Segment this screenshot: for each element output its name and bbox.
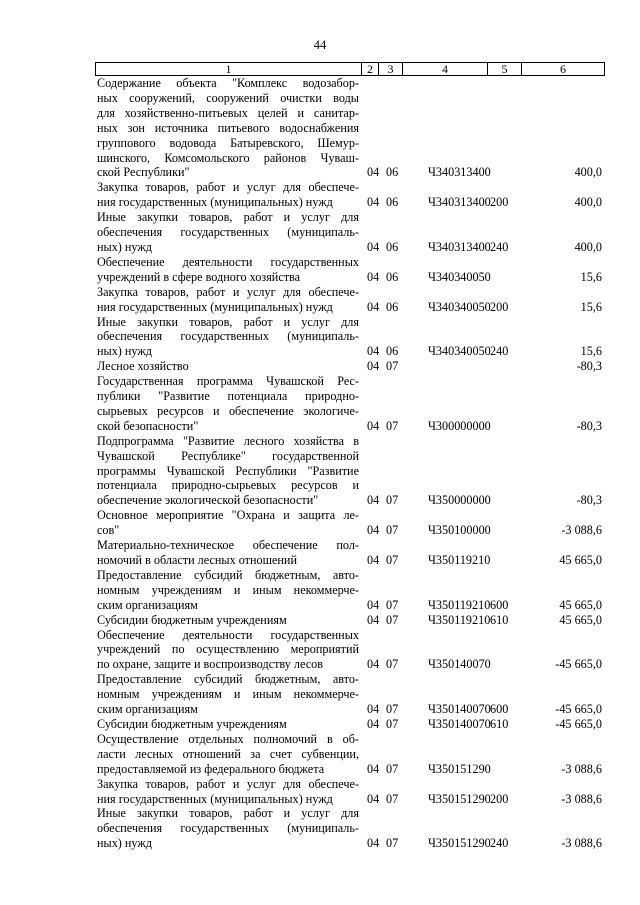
row-section: 04 xyxy=(367,702,380,717)
row-name-line: программы Чувашской Республики "Развитие xyxy=(97,463,359,478)
row-amount: 15,6 xyxy=(580,299,602,314)
row-name xyxy=(95,315,361,360)
row-section: 04 xyxy=(367,359,380,374)
row-name xyxy=(95,732,361,777)
row-target-article: Ч350119210 xyxy=(428,553,491,567)
row-target-article: Ч340340050 xyxy=(428,344,491,359)
row-name-line: номочий в области лесных отношений xyxy=(97,553,297,567)
row-name-line: предоставляемой из федерального бюджета xyxy=(97,761,325,776)
row-subsection: 07 xyxy=(386,493,399,508)
row-name-line: номным учреждениям и иным некоммерче- xyxy=(97,687,359,702)
row-name-line: ния государственных (муниципальных) нужд xyxy=(97,791,333,806)
row-target-article: Ч350100000 xyxy=(428,523,491,538)
row-name-line: публики "Развитие потенциала природно- xyxy=(97,389,359,404)
row-name-line: потенциала природно-сырьевых ресурсов и xyxy=(97,478,359,493)
row-name-line: ных) нужд xyxy=(97,344,152,359)
row-name-line: ской Республики" xyxy=(97,165,190,180)
row-name xyxy=(95,374,361,434)
row-expense-type: 240 xyxy=(490,836,509,851)
row-name-line: ским организациям xyxy=(97,702,198,717)
row-amount: -3 088,6 xyxy=(561,791,602,806)
row-subsection: 07 xyxy=(386,657,399,672)
row-target-article: Ч350151290 xyxy=(428,836,491,851)
row-name-line: ским организациям xyxy=(97,597,198,612)
row-subsection: 06 xyxy=(386,195,399,210)
row-target-article: Ч350140070 xyxy=(428,702,491,717)
row-name-line: Закупка товаров, работ и услуг для обеспече- xyxy=(97,180,359,195)
row-subsection: 07 xyxy=(386,836,399,851)
row-section: 04 xyxy=(367,195,380,210)
row-section: 04 xyxy=(367,553,380,567)
row-name xyxy=(95,508,361,538)
row-subsection: 07 xyxy=(386,702,399,717)
row-amount: 45 665,0 xyxy=(559,597,602,612)
row-section: 04 xyxy=(367,791,380,806)
table-row xyxy=(95,255,605,285)
row-name-line: по охране, защите и воспроизводству лесов xyxy=(97,657,323,672)
row-target-article: Ч300000000 xyxy=(428,418,491,433)
row-amount: -3 088,6 xyxy=(561,523,602,538)
row-name-line: Основное мероприятие "Охрана и защита ле- xyxy=(97,508,359,523)
row-name-line: учреждений в сфере водного хозяйства xyxy=(97,269,301,284)
row-name-line: Подпрограмма "Развитие лесного хозяйства в xyxy=(97,433,359,448)
table-row xyxy=(95,777,605,807)
row-name-line: шинского, Комсомольского районов Чуваш- xyxy=(97,150,359,165)
table-row xyxy=(95,672,605,717)
row-amount: -45 665,0 xyxy=(555,716,602,731)
row-name-line: Обеспечение деятельности государственных xyxy=(97,254,359,269)
table-row xyxy=(95,538,605,568)
header-col-5: 5 xyxy=(487,62,521,76)
row-name xyxy=(95,568,361,613)
row-section: 04 xyxy=(367,716,380,731)
row-subsection: 07 xyxy=(386,418,399,433)
row-name xyxy=(95,76,361,180)
row-name-line: Предоставление субсидий бюджетным, авто- xyxy=(97,672,359,687)
row-amount: -3 088,6 xyxy=(561,761,602,776)
row-amount: -80,3 xyxy=(576,418,602,433)
row-target-article: Ч350140070 xyxy=(428,657,491,672)
row-section: 04 xyxy=(367,657,380,672)
row-section: 04 xyxy=(367,269,380,284)
row-section: 04 xyxy=(367,493,380,508)
row-subsection: 07 xyxy=(386,791,399,806)
row-name xyxy=(95,628,361,673)
row-subsection: 06 xyxy=(386,165,399,180)
page-number: 44 xyxy=(313,38,327,52)
row-name xyxy=(95,717,361,732)
row-name xyxy=(95,434,361,509)
table-row xyxy=(95,210,605,255)
row-name-line: Иные закупки товаров, работ и услуг для xyxy=(97,806,359,821)
row-name xyxy=(95,359,361,374)
row-name-line: Чувашской Республике" государственной xyxy=(97,448,359,463)
row-target-article: Ч350151290 xyxy=(428,791,491,806)
header-col-3: 3 xyxy=(378,62,402,76)
row-name-line: ных) нужд xyxy=(97,239,152,254)
row-section: 04 xyxy=(367,761,380,776)
row-section: 04 xyxy=(367,836,380,851)
row-amount: 45 665,0 xyxy=(559,553,602,567)
row-section: 04 xyxy=(367,239,380,254)
table-row xyxy=(95,315,605,360)
row-name-line: сов" xyxy=(97,523,120,538)
row-target-article: Ч340340050 xyxy=(428,299,491,314)
row-subsection: 06 xyxy=(386,344,399,359)
row-subsection: 06 xyxy=(386,269,399,284)
row-name-line: Предоставление субсидий бюджетным, авто- xyxy=(97,567,359,582)
row-name-line: Государственная программа Чувашской Рес- xyxy=(97,374,359,389)
row-expense-type: 600 xyxy=(490,597,509,612)
row-name-line: ния государственных (муниципальных) нужд xyxy=(97,299,333,314)
row-amount: 15,6 xyxy=(580,269,602,284)
table-row xyxy=(95,717,605,732)
row-name-line: сырьевых ресурсов и обеспечение экологиче- xyxy=(97,403,359,418)
row-name-line: ных зон источника питьевого водоснабжения xyxy=(97,120,359,135)
header-col-6: 6 xyxy=(521,62,605,76)
row-subsection: 07 xyxy=(386,523,399,538)
row-target-article: Ч350151290 xyxy=(428,761,491,776)
row-name-line: Содержание объекта "Комплекс водозабор- xyxy=(97,76,359,90)
row-amount: 15,6 xyxy=(580,344,602,359)
row-amount: 400,0 xyxy=(574,165,602,180)
table-row xyxy=(95,434,605,509)
row-expense-type: 600 xyxy=(490,702,509,717)
table-row xyxy=(95,613,605,628)
row-name xyxy=(95,210,361,255)
row-name xyxy=(95,672,361,717)
header-col-2: 2 xyxy=(361,62,378,76)
row-name-line: обеспечения государственных (муниципаль- xyxy=(97,821,359,836)
row-target-article: Ч350000000 xyxy=(428,493,491,508)
row-section: 04 xyxy=(367,344,380,359)
row-target-article: Ч340313400 xyxy=(428,165,491,180)
row-name xyxy=(95,180,361,210)
row-name-line: ных сооружений, сооружений очистки воды xyxy=(97,90,359,105)
row-expense-type: 610 xyxy=(490,716,509,731)
row-expense-type: 240 xyxy=(490,239,509,254)
row-name-line: Закупка товаров, работ и услуг для обеспече- xyxy=(97,776,359,791)
row-name-line: обеспечения государственных (муниципаль- xyxy=(97,329,359,344)
table-row xyxy=(95,180,605,210)
row-subsection: 07 xyxy=(386,553,399,567)
row-target-article: Ч340313400 xyxy=(428,239,491,254)
row-expense-type: 610 xyxy=(490,612,509,627)
row-name-line: учреждений по осуществлению мероприятий xyxy=(97,642,359,657)
table-row xyxy=(95,732,605,777)
row-name xyxy=(95,806,361,851)
table-row xyxy=(95,508,605,538)
row-name-line: номным учреждениям и иным некоммерче- xyxy=(97,582,359,597)
row-section: 04 xyxy=(367,418,380,433)
table-header xyxy=(95,62,605,76)
row-name-line: ния государственных (муниципальных) нужд xyxy=(97,195,333,210)
row-name-line: Обеспечение деятельности государственных xyxy=(97,627,359,642)
row-amount: -3 088,6 xyxy=(561,836,602,851)
table-row xyxy=(95,806,605,851)
table-row xyxy=(95,76,605,180)
row-name-line: Осуществление отдельных полномочий в об- xyxy=(97,731,359,746)
row-name-line: для хозяйственно-питьевых целей и санитар- xyxy=(97,105,359,120)
row-name xyxy=(95,777,361,807)
row-name-line: Лесное хозяйство xyxy=(97,359,189,374)
row-target-article: Ч340313400 xyxy=(428,195,491,210)
row-expense-type: 200 xyxy=(490,791,509,806)
row-expense-type: 200 xyxy=(490,195,509,210)
row-name-line: Иные закупки товаров, работ и услуг для xyxy=(97,210,359,225)
header-col-1: 1 xyxy=(95,62,361,76)
row-amount: -80,3 xyxy=(576,493,602,508)
row-name xyxy=(95,613,361,628)
row-name-line: группового водовода Батыревского, Шемур- xyxy=(97,135,359,150)
row-target-article: Ч350119210 xyxy=(428,597,491,612)
row-name xyxy=(95,538,361,568)
row-name-line: Закупка товаров, работ и услуг для обеспече- xyxy=(97,284,359,299)
row-name-line: ской безопасности" xyxy=(97,418,199,433)
row-amount: 400,0 xyxy=(574,239,602,254)
row-name-line: Материально-техническое обеспечение пол- xyxy=(97,538,359,553)
row-target-article: Ч340340050 xyxy=(428,269,491,284)
row-section: 04 xyxy=(367,299,380,314)
row-name-line: ных) нужд xyxy=(97,836,152,851)
row-expense-type: 200 xyxy=(490,299,509,314)
row-amount: 45 665,0 xyxy=(559,612,602,627)
row-section: 04 xyxy=(367,612,380,627)
row-section: 04 xyxy=(367,165,380,180)
table-row xyxy=(95,568,605,613)
row-subsection: 06 xyxy=(386,239,399,254)
row-amount: -45 665,0 xyxy=(555,702,602,717)
row-subsection: 07 xyxy=(386,761,399,776)
row-name-line: ласти лесных отношений за счет субвенции, xyxy=(97,746,359,761)
row-subsection: 07 xyxy=(386,716,399,731)
row-amount: 400,0 xyxy=(574,195,602,210)
row-expense-type: 240 xyxy=(490,344,509,359)
row-name xyxy=(95,285,361,315)
table-row xyxy=(95,285,605,315)
row-subsection: 07 xyxy=(386,597,399,612)
budget-table xyxy=(95,62,605,851)
row-name-line: Иные закупки товаров, работ и услуг для xyxy=(97,314,359,329)
row-amount: -45 665,0 xyxy=(555,657,602,672)
row-section: 04 xyxy=(367,597,380,612)
row-name-line: Субсидии бюджетным учреждениям xyxy=(97,716,287,731)
row-subsection: 07 xyxy=(386,359,399,374)
table-body xyxy=(95,76,605,851)
row-amount: -80,3 xyxy=(576,359,602,374)
row-target-article: Ч350140070 xyxy=(428,716,491,731)
row-section: 04 xyxy=(367,523,380,538)
row-subsection: 06 xyxy=(386,299,399,314)
table-row xyxy=(95,359,605,374)
row-name-line: обеспечения государственных (муниципаль- xyxy=(97,225,359,240)
row-name-line: обеспечение экологической безопасности" xyxy=(97,493,319,508)
header-col-4: 4 xyxy=(402,62,487,76)
table-row xyxy=(95,628,605,673)
row-target-article: Ч350119210 xyxy=(428,612,491,627)
table-row xyxy=(95,374,605,434)
row-name xyxy=(95,255,361,285)
row-name-line: Субсидии бюджетным учреждениям xyxy=(97,612,287,627)
row-subsection: 07 xyxy=(386,612,399,627)
